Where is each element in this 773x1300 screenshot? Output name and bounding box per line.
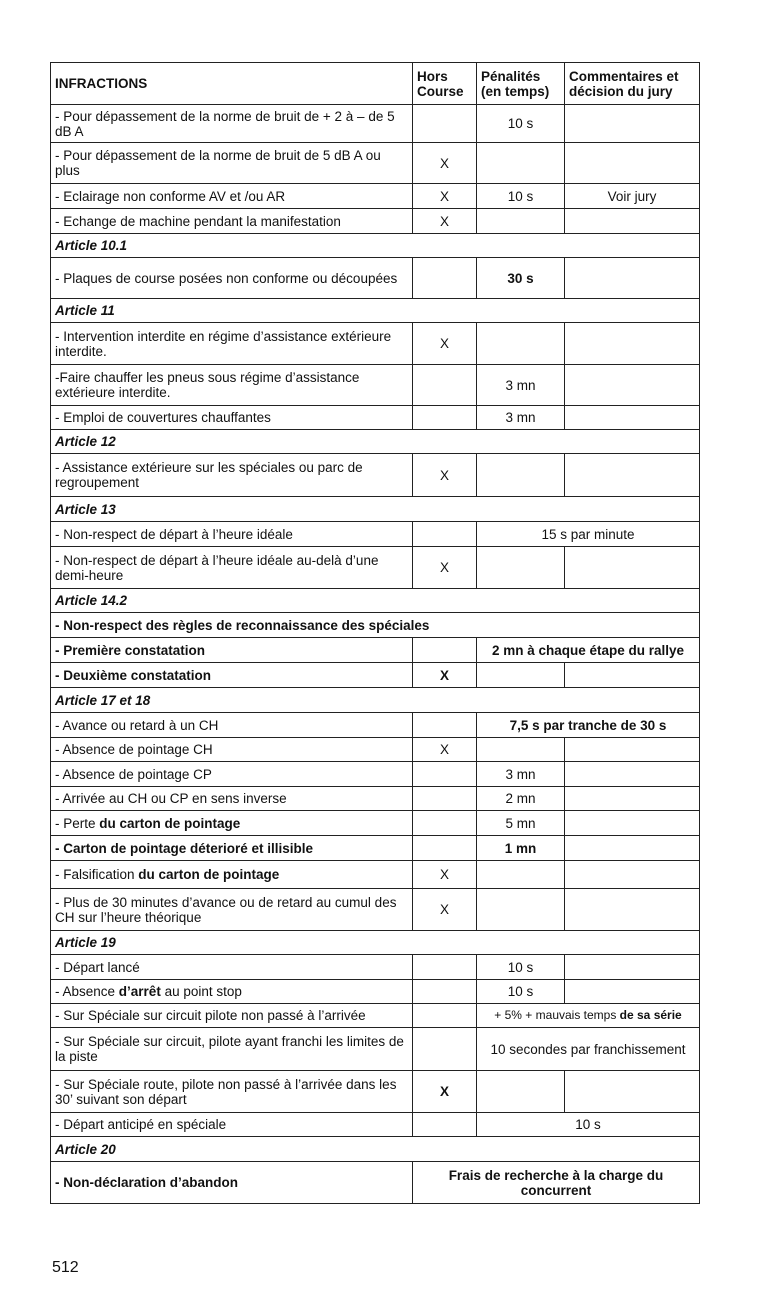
section-row: [51, 931, 700, 955]
penalty-cell: [477, 143, 565, 184]
infraction-cell: [51, 980, 413, 1004]
infraction-cell: - Deuxième constatation: [51, 663, 413, 688]
infractions-table: [50, 62, 700, 1204]
section-label: Article 12: [51, 430, 700, 454]
hors-course-cell: [413, 365, 477, 406]
infraction-cell: - Echange de machine pendant la manifestation: [51, 209, 413, 234]
comment-cell: [565, 663, 700, 688]
page-number: 512: [52, 1259, 79, 1276]
table-row: [51, 522, 700, 547]
hors-course-cell: [413, 258, 477, 299]
penalty-cell: [477, 209, 565, 234]
section-label: Article 20: [51, 1137, 700, 1162]
comment-cell: [565, 143, 700, 184]
penalty-cell: 3 mn: [477, 406, 565, 430]
infraction-cell: -Faire chauffer les pneus sous régime d’assistance extérieure interdite.: [51, 365, 413, 406]
hors-course-cell: [413, 955, 477, 980]
comment-cell: [565, 406, 700, 430]
table-row: [51, 184, 700, 209]
penalty-cell: [477, 663, 565, 688]
hors-course-cell: X: [413, 209, 477, 234]
text-fragment: - Perte: [55, 815, 100, 831]
table-row: [51, 889, 700, 931]
section-label: Article 10.1: [51, 234, 700, 258]
table-row: [51, 836, 700, 861]
table-row: [51, 1028, 700, 1071]
hors-course-cell: [413, 105, 477, 143]
infraction-cell: [51, 861, 413, 889]
comment-cell: [565, 1071, 700, 1113]
comment-cell: [565, 861, 700, 889]
section-label: Article 17 et 18: [51, 688, 700, 713]
infraction-cell: - Non-respect de départ à l’heure idéale au-delà d’une demi-heure: [51, 547, 413, 589]
section-row: [51, 497, 700, 522]
infraction-cell: - Emploi de couvertures chauffantes: [51, 406, 413, 430]
comment-cell: [565, 889, 700, 931]
comment-cell: [565, 738, 700, 762]
hors-course-cell: [413, 1028, 477, 1071]
comment-cell: [565, 762, 700, 787]
table-row: [51, 1162, 700, 1204]
comment-cell: [565, 547, 700, 589]
table-row: [51, 811, 700, 836]
comment-cell: [565, 209, 700, 234]
table-row: [51, 638, 700, 663]
infraction-cell: - Carton de pointage déterioré et illisible: [51, 836, 413, 861]
infraction-cell: - Eclairage non conforme AV et /ou AR: [51, 184, 413, 209]
hors-course-cell: X: [413, 547, 477, 589]
header-hors-course: Hors Course: [413, 63, 477, 105]
header-commentaires: Commentaires et décision du jury: [565, 63, 700, 105]
table-row: [51, 143, 700, 184]
bold-fragment: du carton de pointage: [138, 867, 280, 882]
infraction-cell: - Non-déclaration d’abandon: [51, 1162, 413, 1204]
infraction-cell: - Non-respect de départ à l’heure idéale: [51, 522, 413, 547]
infraction-cell: - Absence de pointage CH: [51, 738, 413, 762]
hors-course-cell: [413, 1113, 477, 1137]
infraction-cell: [51, 811, 413, 836]
hors-course-cell: [413, 406, 477, 430]
hors-course-cell: [413, 638, 477, 663]
infraction-cell: - Absence de pointage CP: [51, 762, 413, 787]
section-row: [51, 688, 700, 713]
comment-cell: [565, 836, 700, 861]
comment-cell: Voir jury: [565, 184, 700, 209]
table-row: [51, 738, 700, 762]
table-row: [51, 105, 700, 143]
penalty-cell: 10 s: [477, 955, 565, 980]
header-penalites: Pénalités (en temps): [477, 63, 565, 105]
comment-cell: [565, 955, 700, 980]
hors-course-cell: [413, 522, 477, 547]
comment-cell: [565, 980, 700, 1004]
hors-course-cell: [413, 811, 477, 836]
infraction-cell: - Plus de 30 minutes d’avance ou de retard au cumul des CH sur l’heure théorique: [51, 889, 413, 931]
penalty-cell: [477, 861, 565, 889]
bold-fragment: de sa série: [619, 1008, 682, 1022]
section-label: Article 13: [51, 497, 700, 522]
table-row: [51, 258, 700, 299]
penalty-cell: [477, 323, 565, 365]
penalty-cell: [477, 1071, 565, 1113]
hors-course-cell: X: [413, 1071, 477, 1113]
table-row: [51, 365, 700, 406]
comment-cell: [565, 258, 700, 299]
comment-cell: [565, 811, 700, 836]
table-row: [51, 1071, 700, 1113]
table-row: [51, 713, 700, 738]
hors-course-cell: X: [413, 738, 477, 762]
hors-course-cell: X: [413, 861, 477, 889]
hors-course-cell: X: [413, 889, 477, 931]
infraction-cell: - Non-respect des règles de reconnaissance des spéciales: [51, 613, 700, 638]
table-row: [51, 955, 700, 980]
penalty-cell: 1 mn: [477, 836, 565, 861]
text-fragment: + 5% + mauvais temps: [494, 1008, 620, 1022]
infraction-cell: - Arrivée au CH ou CP en sens inverse: [51, 787, 413, 811]
table-row: [51, 663, 700, 688]
infraction-cell: - Intervention interdite en régime d’assistance extérieure interdite.: [51, 323, 413, 365]
penalty-cell: 10 s: [477, 105, 565, 143]
penalty-merged-cell: 10 s: [477, 1113, 700, 1137]
bold-fragment: d’arrêt: [118, 984, 161, 999]
hors-course-cell: [413, 762, 477, 787]
penalty-cell: 3 mn: [477, 365, 565, 406]
infraction-cell: - Avance ou retard à un CH: [51, 713, 413, 738]
hors-course-cell: [413, 836, 477, 861]
infraction-cell: - Sur Spéciale sur circuit pilote non passé à l’arrivée: [51, 1004, 413, 1028]
comment-cell: [565, 787, 700, 811]
section-row: [51, 589, 700, 613]
table-row: [51, 323, 700, 365]
hors-course-cell: X: [413, 663, 477, 688]
penalty-merged-cell: 10 secondes par franchissement: [477, 1028, 700, 1071]
table-row: [51, 1113, 700, 1137]
header-infractions: INFRACTIONS: [51, 63, 413, 105]
hors-course-cell: X: [413, 143, 477, 184]
penalty-merged-cell: [477, 1004, 700, 1028]
section-label: Article 11: [51, 299, 700, 323]
penalty-cell: 30 s: [477, 258, 565, 299]
infraction-cell: - Plaques de course posées non conforme ou découpées: [51, 258, 413, 299]
table-row: [51, 209, 700, 234]
section-label: Article 19: [51, 931, 700, 955]
infraction-cell: - Départ lancé: [51, 955, 413, 980]
section-row: [51, 299, 700, 323]
penalty-cell: [477, 889, 565, 931]
comment-cell: [565, 365, 700, 406]
section-row: [51, 1137, 700, 1162]
infraction-cell: - Départ anticipé en spéciale: [51, 1113, 413, 1137]
penalty-cell: 10 s: [477, 980, 565, 1004]
comment-cell: [565, 454, 700, 497]
hors-course-cell: X: [413, 454, 477, 497]
hors-course-cell: X: [413, 184, 477, 209]
penalty-merged-cell: 2 mn à chaque étape du rallye: [477, 638, 700, 663]
infraction-cell: - Pour dépassement de la norme de bruit de + 2 à – de 5 dB A: [51, 105, 413, 143]
hors-course-cell: X: [413, 323, 477, 365]
infraction-cell: - Sur Spéciale sur circuit, pilote ayant franchi les limites de la piste: [51, 1028, 413, 1071]
table-header-row: [51, 63, 700, 105]
text-fragment: - Absence: [55, 984, 119, 999]
penalty-cell: [477, 454, 565, 497]
penalty-cell: [477, 547, 565, 589]
hors-course-cell: [413, 787, 477, 811]
table-row: [51, 787, 700, 811]
table-row: [51, 547, 700, 589]
infraction-cell: - Sur Spéciale route, pilote non passé à l’arrivée dans les 30’ suivant son départ: [51, 1071, 413, 1113]
penalty-cell: [477, 738, 565, 762]
infraction-cell: - Pour dépassement de la norme de bruit de 5 dB A ou plus: [51, 143, 413, 184]
penalty-merged-cell: 7,5 s par tranche de 30 s: [477, 713, 700, 738]
section-row: [51, 430, 700, 454]
text-fragment: - Falsification: [55, 867, 139, 882]
penalty-wide-cell: Frais de recherche à la charge du concurrent: [413, 1162, 700, 1204]
comment-cell: [565, 105, 700, 143]
table-row: [51, 613, 700, 638]
penalty-merged-cell: 15 s par minute: [477, 522, 700, 547]
table-body: [51, 105, 700, 1204]
hors-course-cell: [413, 713, 477, 738]
section-label: Article 14.2: [51, 589, 700, 613]
table-row: [51, 980, 700, 1004]
text-fragment: au point stop: [160, 984, 242, 999]
table-row: [51, 1004, 700, 1028]
comment-cell: [565, 323, 700, 365]
hors-course-cell: [413, 980, 477, 1004]
table-row: [51, 406, 700, 430]
hors-course-cell: [413, 1004, 477, 1028]
table-row: [51, 762, 700, 787]
penalty-cell: 2 mn: [477, 787, 565, 811]
penalty-cell: 3 mn: [477, 762, 565, 787]
table-row: [51, 861, 700, 889]
penalty-cell: 5 mn: [477, 811, 565, 836]
section-row: [51, 234, 700, 258]
infraction-cell: - Assistance extérieure sur les spéciales ou parc de regroupement: [51, 454, 413, 497]
infraction-cell: - Première constatation: [51, 638, 413, 663]
penalty-cell: 10 s: [477, 184, 565, 209]
table-row: [51, 454, 700, 497]
bold-fragment: du carton de pointage: [99, 815, 241, 831]
